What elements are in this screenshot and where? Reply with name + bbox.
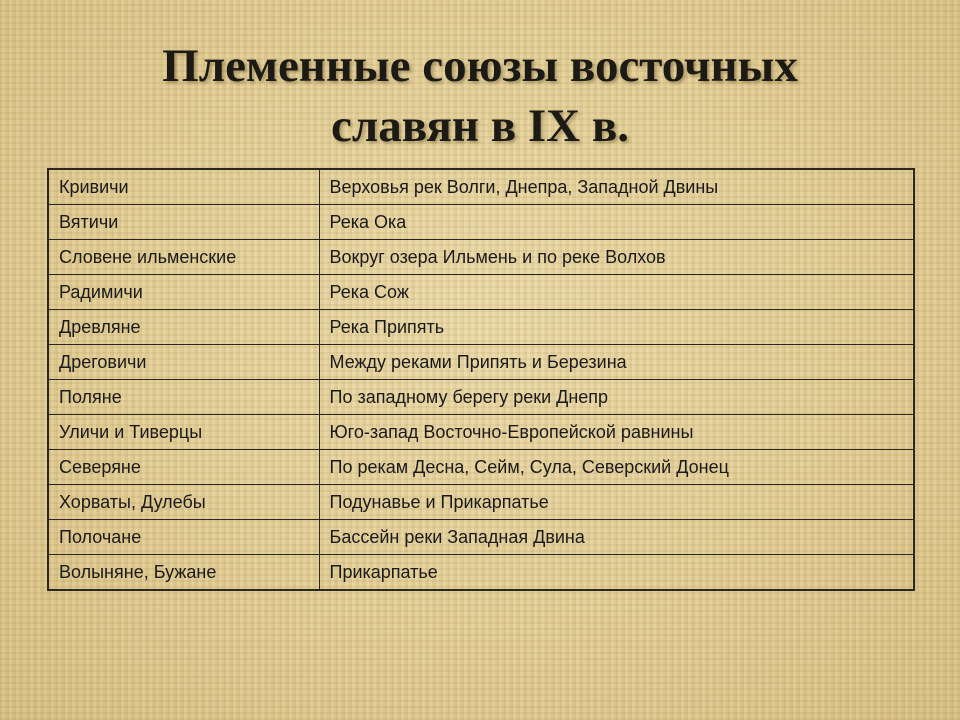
tribe-name-cell: Волыняне, Бужане	[48, 555, 319, 591]
table-row	[48, 205, 914, 240]
table-row	[48, 450, 914, 485]
tribe-name-cell: Радимичи	[48, 275, 319, 310]
territory-cell: Вокруг озера Ильмень и по реке Волхов	[319, 240, 914, 275]
table-row	[48, 380, 914, 415]
territory-cell: Между реками Припять и Березина	[319, 345, 914, 380]
table-row	[48, 275, 914, 310]
territory-cell: Прикарпатье	[319, 555, 914, 591]
tribe-name-cell: Северяне	[48, 450, 319, 485]
table-row	[48, 485, 914, 520]
tribe-name-cell: Кривичи	[48, 169, 319, 205]
slide-title	[60, 36, 900, 156]
territory-cell: Река Припять	[319, 310, 914, 345]
territory-cell: Подунавье и Прикарпатье	[319, 485, 914, 520]
tribe-name-cell: Вятичи	[48, 205, 319, 240]
tribe-name-cell: Словене ильменские	[48, 240, 319, 275]
tribal-unions-table	[47, 168, 915, 591]
table-row	[48, 415, 914, 450]
territory-cell: Река Ока	[319, 205, 914, 240]
tribe-name-cell: Уличи и Тиверцы	[48, 415, 319, 450]
territory-cell: Бассейн реки Западная Двина	[319, 520, 914, 555]
territory-cell: Река Сож	[319, 275, 914, 310]
tribe-name-cell: Поляне	[48, 380, 319, 415]
territory-cell: По рекам Десна, Сейм, Сула, Северский Донец	[319, 450, 914, 485]
territory-cell: По западному берегу реки Днепр	[319, 380, 914, 415]
table-row	[48, 169, 914, 205]
territory-cell: Верховья рек Волги, Днепра, Западной Двины	[319, 169, 914, 205]
tribe-name-cell: Дреговичи	[48, 345, 319, 380]
slide-title-line-1: Племенные союзы восточных	[162, 40, 798, 92]
table-row	[48, 345, 914, 380]
tribe-name-cell: Хорваты, Дулебы	[48, 485, 319, 520]
slide-title-line-2: славян в IX в.	[331, 100, 629, 152]
table-row	[48, 240, 914, 275]
tribe-name-cell: Древляне	[48, 310, 319, 345]
table-row	[48, 520, 914, 555]
table-row	[48, 310, 914, 345]
territory-cell: Юго-запад Восточно-Европейской равнины	[319, 415, 914, 450]
tribe-name-cell: Полочане	[48, 520, 319, 555]
table-row	[48, 555, 914, 591]
